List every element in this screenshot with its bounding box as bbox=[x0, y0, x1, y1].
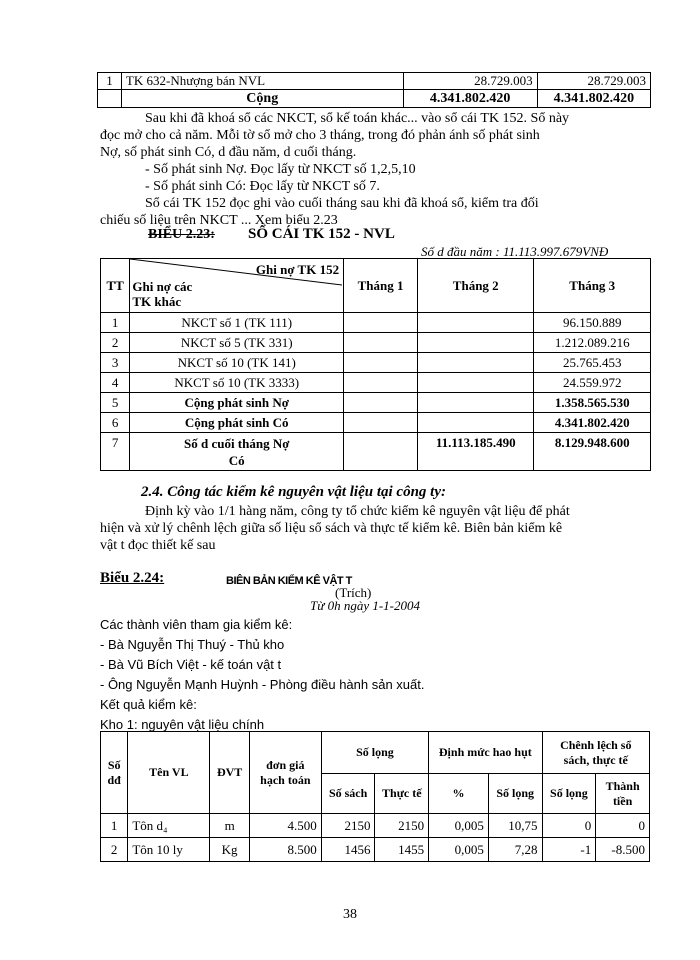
row-tt: 2 bbox=[101, 333, 130, 353]
row-m1 bbox=[344, 333, 418, 353]
table-row bbox=[101, 838, 650, 862]
cell-tien: -8.500 bbox=[596, 838, 650, 862]
hdr-sodd: Số dđ bbox=[101, 732, 128, 814]
row-name: NKCT số 10 (TK 3333) bbox=[130, 373, 344, 393]
account-name: TK 632-Nhượng bán NVL bbox=[121, 73, 403, 90]
total-amount-1: 4.341.802.420 bbox=[403, 90, 537, 108]
section-heading: 2.4. Công tác kiểm kê nguyên vật liệu tại công ty: bbox=[141, 484, 446, 500]
table-row bbox=[101, 433, 651, 471]
cell-cl: -1 bbox=[542, 838, 596, 862]
row-m1 bbox=[344, 353, 418, 373]
section-paragraph bbox=[100, 503, 660, 554]
header-month-3: Tháng 3 bbox=[534, 259, 651, 313]
bullet-line: - Số phát sinh Có: Đọc lấy từ NKCT số 7. bbox=[145, 179, 380, 194]
hdr-sl2: Số lọng bbox=[542, 774, 596, 814]
amount-2: 28.729.003 bbox=[537, 73, 650, 90]
row-name: NKCT số 5 (TK 331) bbox=[130, 333, 344, 353]
hdr-dvt: ĐVT bbox=[210, 732, 250, 814]
store-label: Kho 1: nguyên vật liệu chính bbox=[100, 717, 265, 732]
row-name: Cộng phát sinh Có bbox=[130, 413, 344, 433]
paragraph-intro bbox=[100, 110, 660, 229]
table-row bbox=[98, 73, 651, 90]
row-m3: 24.559.972 bbox=[534, 373, 651, 393]
closing-debit-label: Số d cuối tháng Nợ bbox=[183, 435, 290, 451]
hdr-sl1: Số lọng bbox=[488, 774, 542, 814]
table-row bbox=[101, 413, 651, 433]
row-m2 bbox=[418, 333, 534, 353]
total-label: Cộng bbox=[121, 90, 403, 108]
page-number: 38 bbox=[343, 907, 357, 922]
total-amount-2: 4.341.802.420 bbox=[537, 90, 650, 108]
cell-dvt: Kg bbox=[210, 838, 250, 862]
inventory-date: Từ 0h ngày 1-1-2004 bbox=[310, 598, 420, 613]
row-name bbox=[130, 433, 344, 471]
header-other-accounts bbox=[132, 279, 192, 309]
header-month-1: Tháng 1 bbox=[344, 259, 418, 313]
text-line: chiếu số liệu trên NKCT ... Xem biểu 2.23 bbox=[100, 213, 338, 228]
header-text: Ghi nợ các bbox=[132, 279, 193, 294]
text-line: Sổ cái TK 152 đọc ghi vào cuối tháng sau khi đã khoá sổ, kiểm tra đối bbox=[145, 196, 539, 211]
inventory-subtitle: (Trích) bbox=[335, 585, 372, 600]
row-m3: 1.358.565.530 bbox=[534, 393, 651, 413]
row-m3: 25.765.453 bbox=[534, 353, 651, 373]
row-m1 bbox=[344, 373, 418, 393]
row-m2 bbox=[418, 313, 534, 333]
table-row bbox=[101, 393, 651, 413]
ledger-header bbox=[101, 259, 651, 313]
hdr-thucte: Thực tế bbox=[375, 774, 429, 814]
top-summary-table bbox=[97, 72, 651, 108]
result-label: Kết quả kiểm kê: bbox=[100, 697, 197, 712]
opening-balance: Số d đầu năm : 11.113.997.679VNĐ bbox=[421, 244, 609, 259]
table-row bbox=[101, 353, 651, 373]
bieu-2-24-label: Biểu 2.24: bbox=[100, 570, 165, 586]
cell-sosach: 1456 bbox=[321, 838, 375, 862]
table-row bbox=[98, 90, 651, 108]
cell-gia: 4.500 bbox=[249, 814, 321, 838]
row-tt: 4 bbox=[101, 373, 130, 393]
member-line: - Bà Vũ Bích Việt - kế toán vật t bbox=[100, 657, 282, 672]
cell-ten: Tôn d₄ bbox=[128, 814, 210, 838]
cell-sl: 10,75 bbox=[488, 814, 542, 838]
hdr-sosach: Số sách bbox=[321, 774, 375, 814]
row-name: NKCT số 10 (TK 141) bbox=[130, 353, 344, 373]
row-m3: 96.150.889 bbox=[534, 313, 651, 333]
inventory-title: BIÊN BẢN KIỂM KÊ VẬT T bbox=[226, 575, 352, 587]
row-number: 1 bbox=[98, 73, 122, 90]
table-row bbox=[101, 373, 651, 393]
member-line: - Bà Nguyễn Thị Thuý - Thủ kho bbox=[100, 637, 285, 652]
text-line: Định kỳ vào 1/1 hàng năm, công ty tổ chức kiểm kê nguyên vật liệu để phát bbox=[145, 504, 570, 519]
hdr-ten: Tên VL bbox=[128, 732, 210, 814]
row-tt: 5 bbox=[101, 393, 130, 413]
amount-1: 28.729.003 bbox=[403, 73, 537, 90]
text-line: đọc mở cho cả năm. Mỗi tờ sổ mở cho 3 tháng, trong đó phản ánh số phát sinh bbox=[100, 128, 540, 143]
header-month-2: Tháng 2 bbox=[418, 259, 534, 313]
cell-no: 2 bbox=[101, 838, 128, 862]
cell-thucte: 2150 bbox=[375, 814, 429, 838]
cell-tien: 0 bbox=[596, 814, 650, 838]
hdr-dongia: đơn giá hạch toán bbox=[249, 732, 321, 814]
row-m1 bbox=[344, 413, 418, 433]
closing-credit-label: Có bbox=[228, 452, 245, 468]
header-text: TK khác bbox=[132, 294, 182, 309]
hdr-dinhmuc: Định mức hao hụt bbox=[429, 732, 542, 774]
row-m1 bbox=[344, 393, 418, 413]
cell-pct: 0,005 bbox=[429, 814, 489, 838]
ledger-table bbox=[100, 258, 651, 471]
text-line: Nợ, số phát sinh Có, d đầu năm, d cuối tháng. bbox=[100, 145, 357, 160]
text-line: Sau khi đã khoá sổ các NKCT, sổ kế toán khác... vào sổ cái TK 152. Sổ này bbox=[145, 111, 570, 126]
row-number bbox=[98, 90, 122, 108]
hdr-chenhlech: Chênh lệch sổ sách, thực tế bbox=[542, 732, 649, 774]
row-m1 bbox=[344, 433, 418, 471]
hdr-thanhtien: Thành tiền bbox=[596, 774, 650, 814]
cell-sosach: 2150 bbox=[321, 814, 375, 838]
hdr-soluong: Số lọng bbox=[321, 732, 428, 774]
header-row bbox=[101, 732, 650, 774]
row-tt: 3 bbox=[101, 353, 130, 373]
inventory-table bbox=[100, 731, 650, 862]
table-row bbox=[101, 333, 651, 353]
table-row bbox=[101, 313, 651, 333]
row-m2 bbox=[418, 413, 534, 433]
table-row bbox=[101, 814, 650, 838]
row-tt: 7 bbox=[101, 433, 130, 471]
cell-gia: 8.500 bbox=[249, 838, 321, 862]
row-m2: 11.113.185.490 bbox=[418, 433, 534, 471]
cell-pct: 0,005 bbox=[429, 838, 489, 862]
text-line: hiện và xử lý chênh lệch giữa số liệu sổ sách và thực tế kiểm kê. Biên bản kiểm kê bbox=[100, 521, 563, 536]
members-intro: Các thành viên tham gia kiểm kê: bbox=[100, 617, 293, 632]
bullet-line: - Số phát sinh Nợ. Đọc lấy từ NKCT số 1,2,5,10 bbox=[145, 162, 416, 177]
row-tt: 1 bbox=[101, 313, 130, 333]
cell-cl: 0 bbox=[542, 814, 596, 838]
text-line: vật t đọc thiết kế sau bbox=[100, 538, 216, 553]
row-m2 bbox=[418, 393, 534, 413]
cell-thucte: 1455 bbox=[375, 838, 429, 862]
bieu-2-23-label: BIỂU 2.23: bbox=[148, 227, 215, 242]
hdr-pct: % bbox=[429, 774, 489, 814]
row-m2 bbox=[418, 353, 534, 373]
row-m3: 4.341.802.420 bbox=[534, 413, 651, 433]
member-line: - Ông Nguyễn Mạnh Huỳnh - Phòng điều hành sản xuất. bbox=[100, 677, 425, 692]
row-m1 bbox=[344, 313, 418, 333]
row-m3: 8.129.948.600 bbox=[534, 433, 651, 471]
header-debit-tk: Ghi nợ TK 152 bbox=[255, 262, 340, 277]
cell-sl: 7,28 bbox=[488, 838, 542, 862]
row-name: Cộng phát sinh Nợ bbox=[130, 393, 344, 413]
row-name: NKCT số 1 (TK 111) bbox=[130, 313, 344, 333]
row-m3: 1.212.089.216 bbox=[534, 333, 651, 353]
members-block bbox=[100, 615, 425, 735]
cell-no: 1 bbox=[101, 814, 128, 838]
header-diagonal-cell bbox=[130, 259, 344, 313]
row-m2 bbox=[418, 373, 534, 393]
row-tt: 6 bbox=[101, 413, 130, 433]
cell-dvt: m bbox=[210, 814, 250, 838]
cell-ten: Tôn 10 ly bbox=[128, 838, 210, 862]
header-tt: TT bbox=[101, 259, 130, 313]
ledger-title: SỔ CÁI TK 152 - NVL bbox=[248, 226, 395, 242]
